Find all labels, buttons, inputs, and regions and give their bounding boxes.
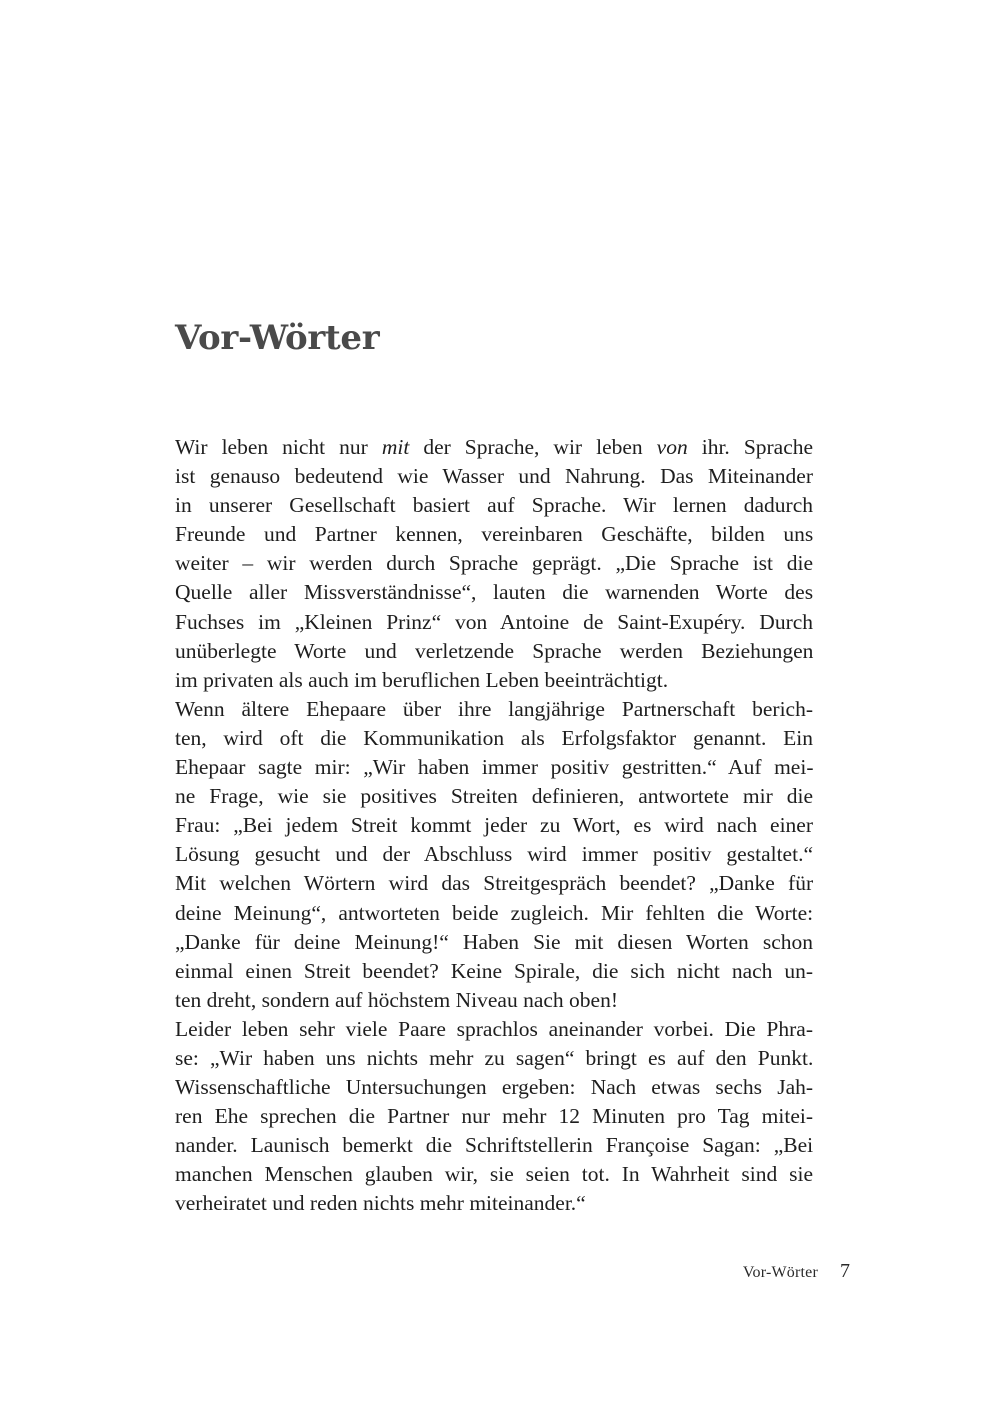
text-segment: ihr. Sprache (687, 435, 814, 459)
text-line (175, 986, 813, 1015)
text-segment: nander. Launisch bemerkt die Schriftstellerin Françoise Sagan: „Bei (175, 1133, 814, 1158)
text-segment: Lösung gesucht und der Abschluss wird immer positiv gestaltet.“ (175, 842, 813, 867)
text-line (175, 1189, 813, 1218)
text-segment: Frau: „Bei jedem Streit kommt jeder zu Wort, es wird nach einer (175, 813, 813, 838)
text-segment: ten dreht, sondern auf höchstem Niveau nach oben! (175, 987, 618, 1012)
text-segment: einmal einen Streit beendet? Keine Spirale, die sich nicht nach un- (175, 958, 813, 983)
text-segment: Wenn ältere Ehepaare über ihre langjährige Partnerschaft berich- (175, 696, 813, 721)
text-line (175, 869, 813, 898)
text-segment: ne Frage, wie sie positives Streiten definieren, antwortete mir die (175, 784, 813, 809)
text-line (175, 1044, 813, 1073)
text-segment: ren Ehe sprechen die Partner nur mehr 12 Minuten pro Tag mitei- (175, 1104, 813, 1129)
text-line (175, 1073, 813, 1102)
text-segment: in unserer Gesellschaft basiert auf Sprache. Wir lernen dadurch (175, 493, 813, 518)
text-segment: ten, wird oft die Kommunikation als Erfolgsfaktor genannt. Ein (175, 725, 813, 750)
text-segment: Fuchses im „Kleinen Prinz“ von Antoine de Saint-Exupéry. Durch (175, 609, 814, 634)
text-line (175, 840, 813, 869)
text-segment: ist genauso bedeutend wie Wasser und Nahrung. Das Miteinander (175, 464, 813, 489)
text-segment: Freunde und Partner kennen, vereinbaren Geschäfte, bilden uns (175, 522, 814, 547)
text-segment: manchen Menschen glauben wir, sie seien tot. In Wahrheit sind sie (175, 1162, 813, 1187)
text-segment: im privaten als auch im beruflichen Leben beeinträchtigt. (175, 667, 669, 692)
text-line (175, 753, 813, 782)
text-segment: Wissenschaftliche Untersuchungen ergeben: Nach etwas sechs Jah- (175, 1075, 814, 1100)
running-head: Vor-Wörter (742, 1264, 818, 1281)
page-title: Vor-Wörter (175, 318, 380, 358)
text-line (175, 1131, 813, 1160)
page-footer (743, 1260, 850, 1283)
text-segment: „Danke für deine Meinung!“ Haben Sie mit diesen Worten schon (175, 929, 813, 954)
text-line (175, 899, 813, 928)
text-line (175, 1015, 813, 1044)
text-segment: Ehepaar sagte mir: „Wir haben immer positiv gestritten.“ Auf mei- (175, 755, 814, 780)
page-number: 7 (840, 1260, 850, 1282)
text-line (175, 724, 813, 753)
paragraph (175, 1015, 813, 1219)
body-text (175, 433, 813, 1219)
text-segment: Wir leben nicht nur (175, 435, 382, 459)
text-segment: weiter – wir werden durch Sprache geprägt. „Die Sprache ist die (175, 551, 813, 576)
text-line (175, 549, 813, 578)
text-line (175, 637, 813, 666)
text-line (175, 578, 813, 607)
text-line (175, 520, 813, 549)
emphasis-text: von (656, 435, 688, 459)
paragraph (175, 433, 813, 695)
text-line (175, 666, 813, 695)
emphasis-text: mit (381, 435, 410, 459)
text-segment: Mit welchen Wörtern wird das Streitgespräch beendet? „Danke für (175, 871, 814, 896)
text-line (175, 433, 813, 462)
text-line (175, 491, 813, 520)
text-line (175, 695, 813, 724)
paragraph (175, 695, 813, 1015)
text-segment: se: „Wir haben uns nichts mehr zu sagen“ bringt es auf den Punkt. (175, 1045, 814, 1070)
text-line (175, 782, 813, 811)
text-segment: Quelle aller Missverständnisse“, lauten die warnenden Worte des (175, 580, 814, 605)
text-line (175, 928, 813, 957)
text-line (175, 608, 813, 637)
text-line (175, 462, 813, 491)
text-segment: deine Meinung“, antworteten beide zugleich. Mir fehlten die Worte: (175, 900, 814, 925)
text-segment: unüberlegte Worte und verletzende Sprache werden Beziehungen (175, 638, 814, 663)
text-segment: der Sprache, wir leben (409, 435, 657, 459)
text-line (175, 1102, 813, 1131)
text-line (175, 811, 813, 840)
text-segment: verheiratet und reden nichts mehr miteinander.“ (175, 1191, 586, 1216)
text-segment: Leider leben sehr viele Paare sprachlos aneinander vorbei. Die Phra- (175, 1016, 813, 1041)
text-line (175, 1160, 813, 1189)
text-line (175, 957, 813, 986)
